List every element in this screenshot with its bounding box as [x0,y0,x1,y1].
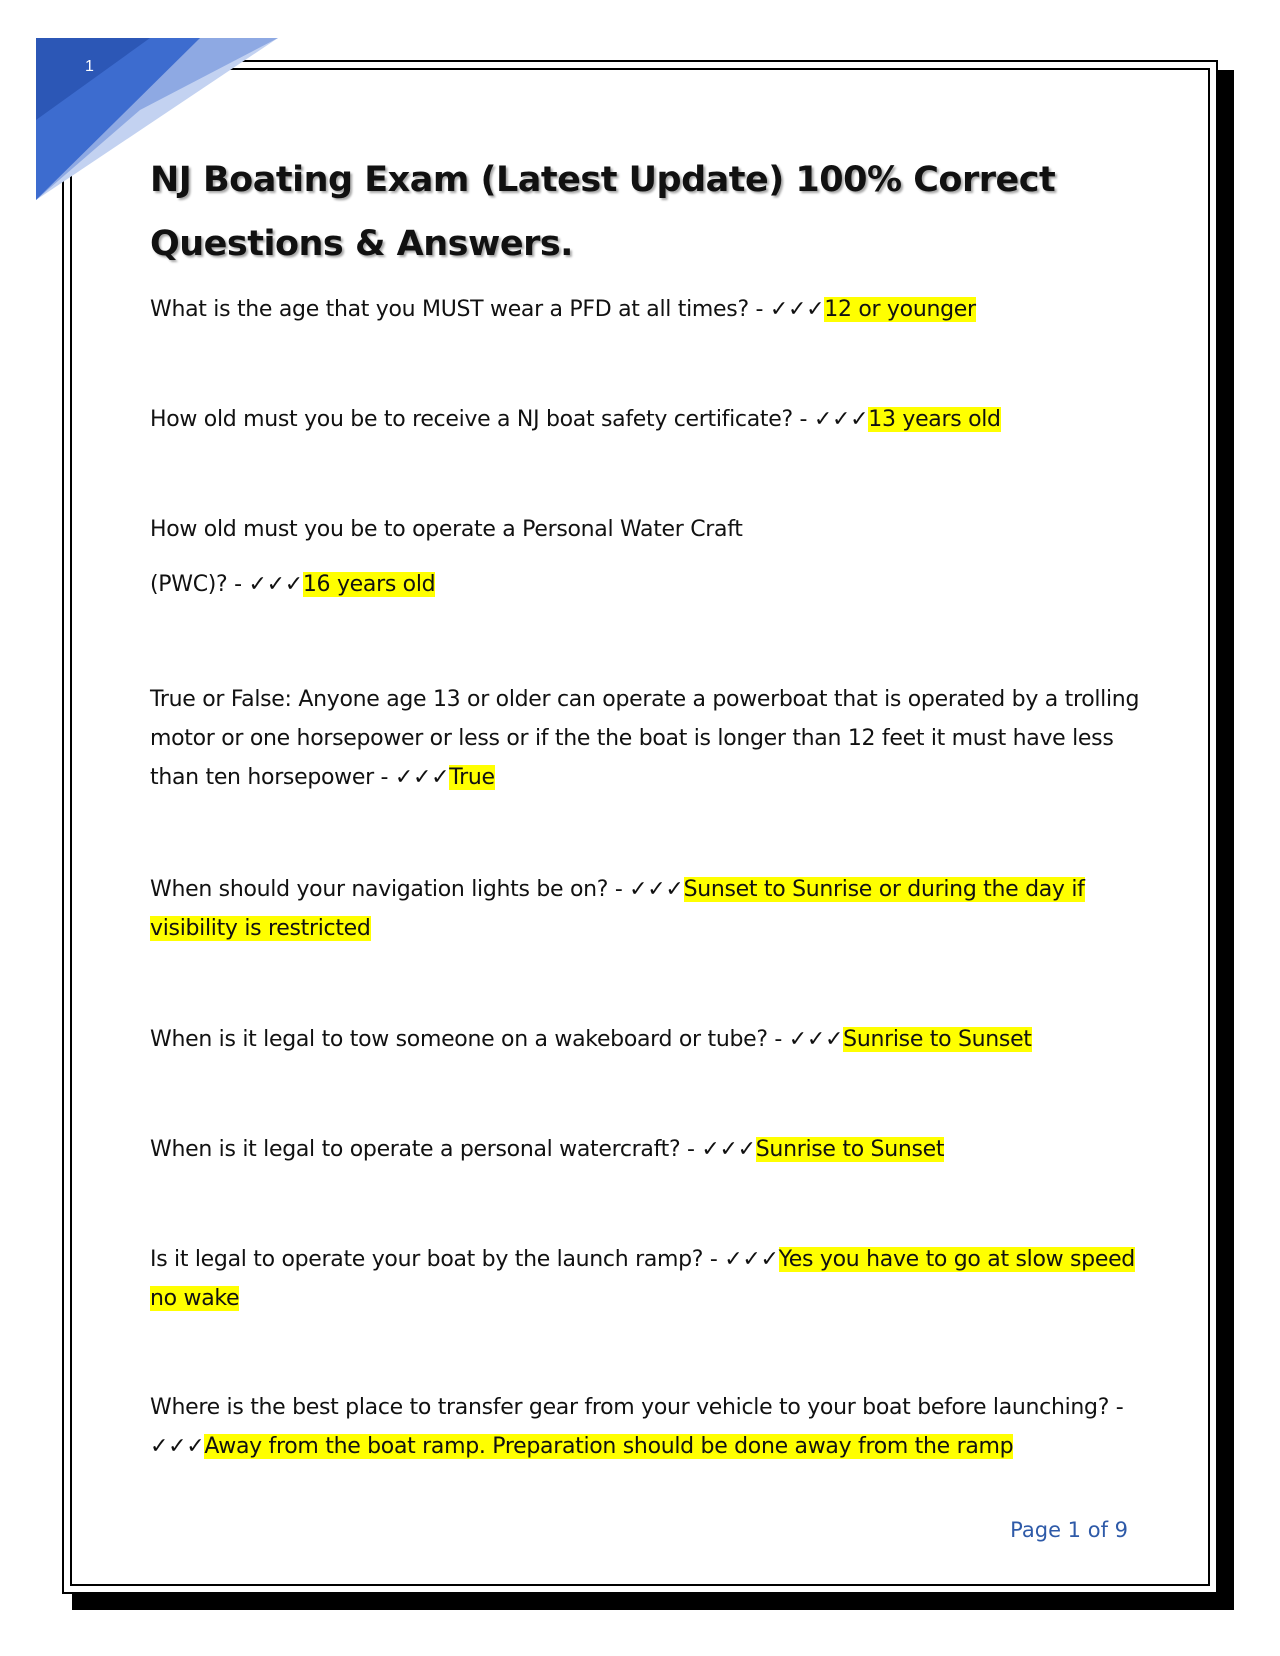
answer-highlight: 13 years old [868,407,1001,432]
question-text: True or False: Anyone age 13 or older can operate a powerboat that is operated by a trolling motor or one horsepower or less or if the the boat is longer than 12 feet it must have less than ten horsepower - ✓✓✓ [150,687,1140,790]
document-title [150,148,1150,276]
question-text: Is it legal to operate your boat by the launch ramp? - ✓✓✓ [150,1247,779,1272]
qa-item-4 [150,680,1140,797]
answer-highlight: Yes you have to go at slow speed no wake [150,1247,1135,1311]
answer-highlight: 16 years old [302,572,436,597]
qa-item-6 [150,1020,1140,1059]
answer-highlight: True [449,765,495,790]
qa-item-8 [150,1240,1140,1318]
answer-highlight: Sunset to Sunrise or during the day if visibility is restricted [150,877,1085,941]
question-text: How old must you be to receive a NJ boat safety certificate? - ✓✓✓ [150,407,869,432]
answer-highlight: Sunrise to Sunset [843,1027,1032,1052]
page-footer: Page 1 of 9 [1010,1518,1128,1542]
question-text-line-1: How old must you be to operate a Personal Water Craft [150,517,743,542]
qa-item-9 [150,1388,1140,1466]
question-text: When is it legal to operate a personal watercraft? - ✓✓✓ [150,1137,756,1162]
question-text: When should your navigation lights be on? - ✓✓✓ [150,877,684,902]
answer-highlight: Away from the boat ramp. Preparation should be done away from the ramp [204,1434,1014,1459]
title-line-1: NJ Boating Exam (Latest Update) 100% Correct [150,160,1056,200]
qa-item-7 [150,1130,1140,1169]
qa-item-5 [150,870,1140,948]
corner-page-number: 1 [85,58,94,75]
answer-highlight: Sunrise to Sunset [755,1137,945,1162]
qa-item-2 [150,400,1140,439]
title-line-2: Questions & Answers. [150,224,573,264]
qa-item-3 [150,510,1140,604]
question-text: When is it legal to tow someone on a wakeboard or tube? - ✓✓✓ [150,1027,844,1052]
answer-highlight: 12 or younger [824,297,976,322]
qa-item-1 [150,290,1140,329]
question-text: (PWC)? - ✓✓✓ [150,572,303,597]
question-text: What is the age that you MUST wear a PFD at all times? - ✓✓✓ [150,297,825,322]
question-text: Where is the best place to transfer gear from your vehicle to your boat before launching? - ✓✓✓ [150,1395,1124,1459]
